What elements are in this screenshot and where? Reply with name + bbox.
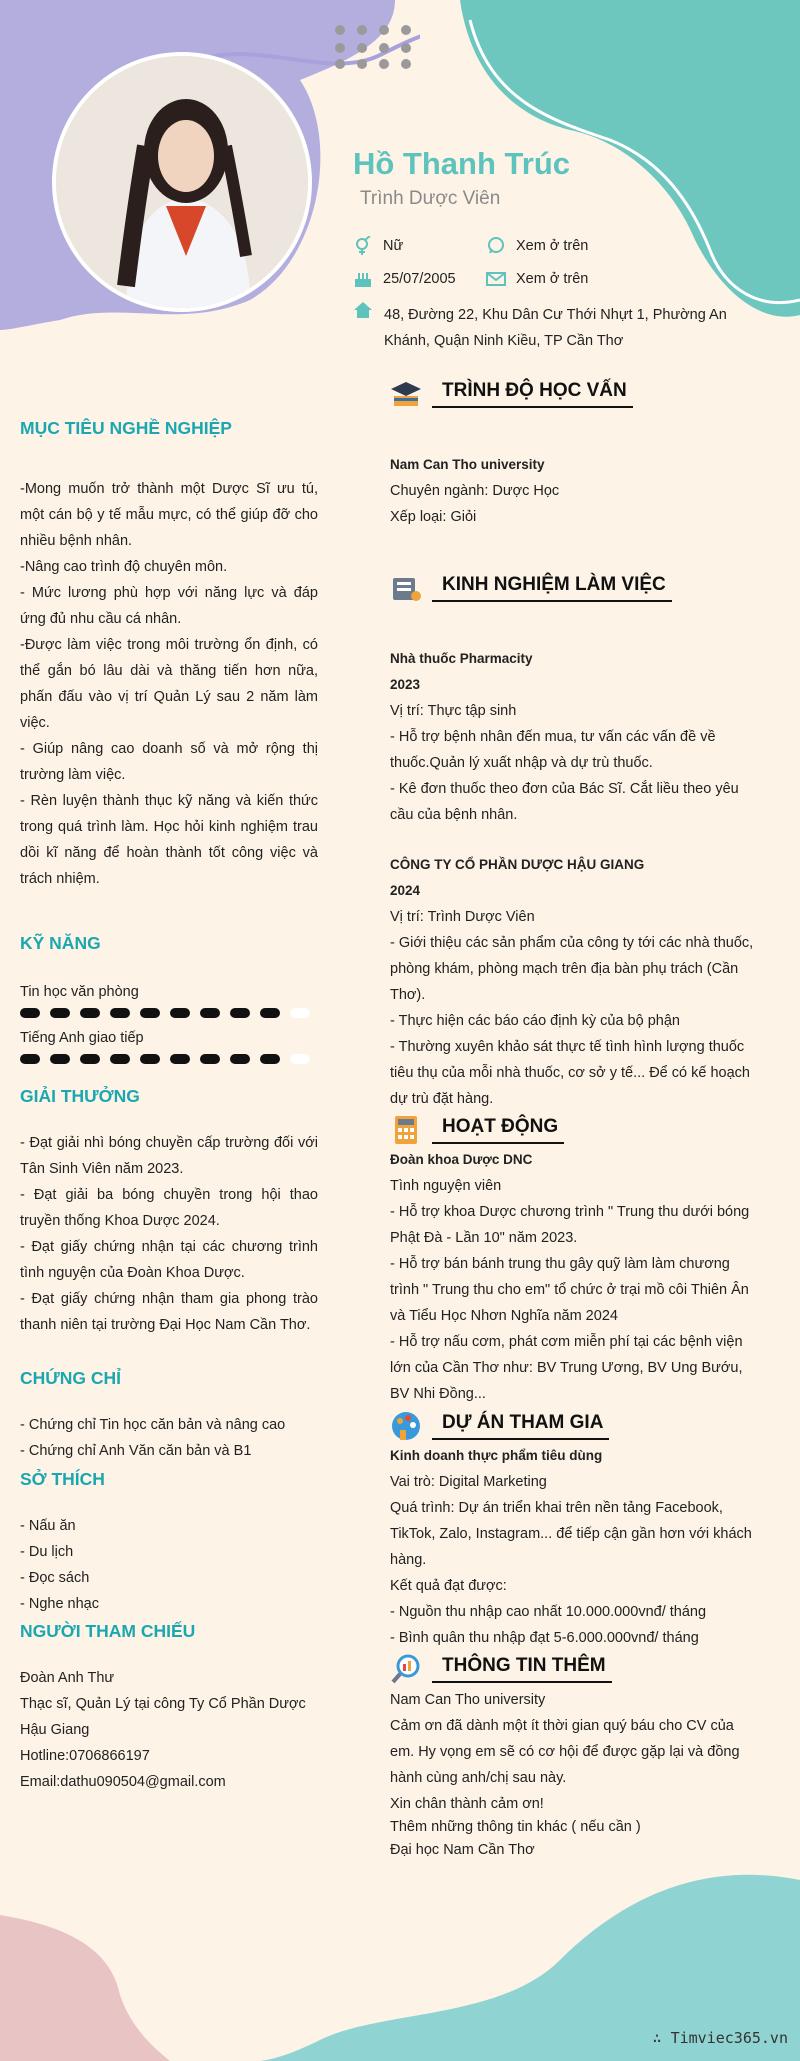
mail-icon (486, 269, 506, 289)
email-row (486, 269, 588, 289)
job-detail: - Hỗ trợ bệnh nhân đến mua, tư vấn các vấn đề về thuốc.Quản lý xuất nhập và dự trù thuốc. (390, 729, 716, 771)
job-year: 2024 (390, 883, 421, 898)
certs-title: CHỨNG CHỈ (20, 1368, 122, 1388)
project-detail: - Bình quân thu nhập đạt 5-6.000.000vnđ/ tháng (390, 1630, 699, 1646)
skill-name: Tiếng Anh giao tiếp (20, 1030, 144, 1046)
briefcase-gear-icon (390, 572, 422, 604)
award-line: - Đạt giấy chứng nhận tham gia phong trào thanh niên tại trường Đại Học Nam Cần Thơ. (20, 1291, 318, 1333)
reference-line: Hotline:0706866197 (20, 1748, 150, 1764)
candidate-job-title: Trình Dược Viên (360, 188, 501, 209)
magnifier-chart-icon (390, 1653, 422, 1685)
bottom-left-blob (0, 1915, 200, 2061)
experience-job-1 (390, 646, 762, 828)
hobby-line: - Du lịch (20, 1544, 74, 1560)
skill-dash (200, 1008, 220, 1018)
project-detail: - Nguồn thu nhập cao nhất 10.000.000vnđ/ tháng (390, 1604, 707, 1620)
skill-dash (290, 1054, 310, 1064)
project-detail: Kết quả đạt được: (390, 1578, 507, 1594)
hobby-line: - Đọc sách (20, 1570, 90, 1586)
activity-role: Tình nguyện viên (390, 1178, 502, 1194)
education-grade: Xếp loại: Giỏi (390, 509, 477, 525)
skill-level-bar (20, 1054, 320, 1064)
experience-header (390, 572, 672, 604)
skill-dash (110, 1054, 130, 1064)
project-detail: Vai trò: Digital Marketing (390, 1474, 547, 1490)
zalo-row (486, 236, 588, 256)
project-detail: Quá trình: Dự án triển khai trên nền tảng Facebook, TikTok, Zalo, Instagram... để tiếp cận gần hơn với khách hàng. (390, 1500, 752, 1568)
extra-header (390, 1653, 612, 1685)
extra-line: Cảm ơn đã dành một ít thời gian quý báu cho CV của em. Hy vọng em sẽ có cơ hội để được gặp lại và đồng hành cùng anh/chị sau này. (390, 1718, 740, 1786)
cert-line: - Chứng chỉ Anh Văn căn bản và B1 (20, 1443, 252, 1459)
job-year: 2023 (390, 677, 421, 692)
job-detail: - Thực hiện các báo cáo định kỳ của bộ phận (390, 1013, 680, 1029)
palette-icon (390, 1410, 422, 1442)
skill-dash (140, 1054, 160, 1064)
certs-text (20, 1412, 318, 1464)
job-detail: - Giới thiệu các sản phẩm của công ty tới các nhà thuốc, phòng khám, phòng mạch trên địa bàn phụ trách (Cần Thơ). (390, 935, 754, 1003)
activity-detail: - Hỗ trợ khoa Dược chương trình " Trung thu dưới bóng Phật Đà - Lần 10" năm 2023. (390, 1204, 750, 1246)
skill-dash (260, 1008, 280, 1018)
activities-body (390, 1147, 762, 1407)
reference-line: Thạc sĩ, Quản Lý tại công Ty Cổ Phần Dược Hậu Giang (20, 1696, 306, 1738)
email-value: Xem ở trên (516, 271, 589, 287)
skill-dash (80, 1054, 100, 1064)
references-text (20, 1665, 318, 1795)
hobbies-text (20, 1513, 318, 1617)
activities-header (390, 1114, 564, 1146)
activity-detail: - Hỗ trợ bán bánh trung thu gây quỹ làm làm chương trình " Trung thu cho em" tổ chức ở trại mồ côi Thiên Ân và Tiểu Học Nhơn Nghĩa năm 2024 (390, 1256, 749, 1324)
extra-line: Xin chân thành cảm ơn! (390, 1796, 544, 1812)
graduation-cap-icon (390, 378, 422, 410)
job-company: Nhà thuốc Pharmacity (390, 651, 533, 666)
job-position: Vị trí: Thực tập sinh (390, 703, 517, 719)
skill-dash (140, 1008, 160, 1018)
hobby-line: - Nấu ăn (20, 1518, 76, 1534)
profile-photo (52, 52, 312, 312)
skill-name: Tin học văn phòng (20, 984, 139, 1000)
skill-dash (20, 1008, 40, 1018)
objective-line: - Rèn luyện thành thục kỹ năng và kiến thức trong quá trình làm. Học hỏi kinh nghiệm trau dồi kĩ năng để hoàn thành tốt công việc và trách nhiệm. (20, 793, 318, 887)
birthday-value: 25/07/2005 (383, 271, 456, 287)
reference-line: Đoàn Anh Thư (20, 1670, 115, 1686)
skill-dash (260, 1054, 280, 1064)
dot-grid (330, 22, 430, 72)
objective-line: - Mức lương phù hợp với năng lực và đáp ứng đủ nhu cầu cá nhân. (20, 585, 318, 627)
skill-dash (200, 1054, 220, 1064)
job-company: CÔNG TY CỔ PHẦN DƯỢC HẬU GIANG (390, 857, 645, 872)
education-title: TRÌNH ĐỘ HỌC VẤN (432, 380, 633, 408)
objective-line: - Giúp nâng cao doanh số và mở rộng thị trường làm việc. (20, 741, 318, 783)
education-header (390, 378, 633, 410)
experience-title: KINH NGHIỆM LÀM VIỆC (432, 574, 672, 602)
education-school: Nam Can Tho university (390, 457, 545, 472)
reference-line: Email:dathu090504@gmail.com (20, 1774, 226, 1790)
activity-org: Đoàn khoa Dược DNC (390, 1152, 533, 1167)
award-line: - Đạt giải ba bóng chuyền trong hội thao truyền thống Khoa Dược 2024. (20, 1187, 318, 1229)
job-detail: - Thường xuyên khảo sát thực tế tình hình lượng thuốc tiêu thụ của mỗi nhà thuốc, cơ sở y tế... Để có kế hoạch dự trù đặt hàng. (390, 1039, 750, 1107)
education-major: Chuyên ngành: Dược Học (390, 483, 560, 499)
zalo-value: Xem ở trên (516, 238, 589, 254)
skill-dash (170, 1008, 190, 1018)
job-position: Vị trí: Trình Dược Viên (390, 909, 535, 925)
skills-title: KỸ NĂNG (20, 933, 101, 953)
project-name: Kinh doanh thực phẩm tiêu dùng (390, 1448, 603, 1463)
skill-dash (110, 1008, 130, 1018)
skill-dash (230, 1054, 250, 1064)
calculator-icon (390, 1114, 422, 1146)
skill-dash (80, 1008, 100, 1018)
address-value: 48, Đường 22, Khu Dân Cư Thới Nhựt 1, Phường An Khánh, Quận Ninh Kiều, TP Cần Thơ (384, 307, 727, 349)
phone-chat-icon (486, 236, 506, 256)
hobbies-title: SỞ THÍCH (20, 1469, 105, 1489)
gender-icon (353, 236, 373, 256)
birthday-cake-icon (353, 269, 373, 289)
skill-level-bar (20, 1008, 320, 1018)
brand-text: Timviec365.vn (670, 2029, 788, 2047)
activities-title: HOẠT ĐỘNG (432, 1116, 564, 1144)
skill-dash (50, 1054, 70, 1064)
extra-note: Thêm những thông tin khác ( nếu cần ) (390, 1819, 641, 1835)
education-body (390, 452, 762, 530)
job-detail: - Kê đơn thuốc theo đơn của Bác Sĩ. Cắt liều theo yêu cầu của bệnh nhân. (390, 781, 739, 823)
skill-dash (230, 1008, 250, 1018)
home-icon (353, 301, 373, 319)
objective-line: -Nâng cao trình độ chuyên môn. (20, 559, 228, 575)
extra-title: THÔNG TIN THÊM (432, 1655, 612, 1683)
objective-text (20, 476, 318, 892)
skill-dash (20, 1054, 40, 1064)
awards-text (20, 1130, 318, 1338)
awards-title: GIẢI THƯỞNG (20, 1086, 140, 1106)
brand-watermark: ∴ Timviec365.vn (652, 2029, 788, 2047)
projects-title: DỰ ÁN THAM GIA (432, 1412, 609, 1440)
birthday-row (353, 269, 456, 289)
cert-line: - Chứng chỉ Tin học căn bản và nâng cao (20, 1417, 286, 1433)
skill-dash (290, 1008, 310, 1018)
objective-line: -Mong muốn trở thành một Dược Sĩ ưu tú, một cán bộ y tế mẫu mực, có thể giúp đỡ cho nhiều bệnh nhân. (20, 481, 318, 549)
references-title: NGƯỜI THAM CHIẾU (20, 1621, 196, 1641)
activity-detail: - Hỗ trợ nấu cơm, phát cơm miễn phí tại các bệnh viện lớn của Cần Thơ như: BV Trung Ương, BV Ung Bướu, BV Nhi Đồng... (390, 1334, 743, 1402)
gender-row (353, 236, 403, 256)
extra-line: Nam Can Tho university (390, 1692, 546, 1708)
gender-value: Nữ (383, 238, 404, 254)
objective-title: MỤC TIÊU NGHỀ NGHIỆP (20, 418, 232, 438)
projects-body (390, 1443, 762, 1651)
candidate-name: Hồ Thanh Trúc (353, 146, 570, 181)
award-line: - Đạt giấy chứng nhận tại các chương trình tình nguyện của Đoàn Khoa Dược. (20, 1239, 318, 1281)
award-line: - Đạt giải nhì bóng chuyền cấp trường đối với Tân Sinh Viên năm 2023. (20, 1135, 318, 1177)
objective-line: -Được làm việc trong môi trường ổn định, có thể gắn bó lâu dài và thăng tiến hơn nữa, phấn đấu vào vị trí Quản Lý sau 2 năm làm việc. (20, 637, 318, 731)
hobby-line: - Nghe nhạc (20, 1596, 99, 1612)
skill-dash (170, 1054, 190, 1064)
skill-dash (50, 1008, 70, 1018)
extra-body (390, 1687, 762, 1863)
experience-job-2 (390, 852, 762, 1112)
extra-school: Đại học Nam Cần Thơ (390, 1842, 535, 1858)
projects-header (390, 1410, 609, 1442)
